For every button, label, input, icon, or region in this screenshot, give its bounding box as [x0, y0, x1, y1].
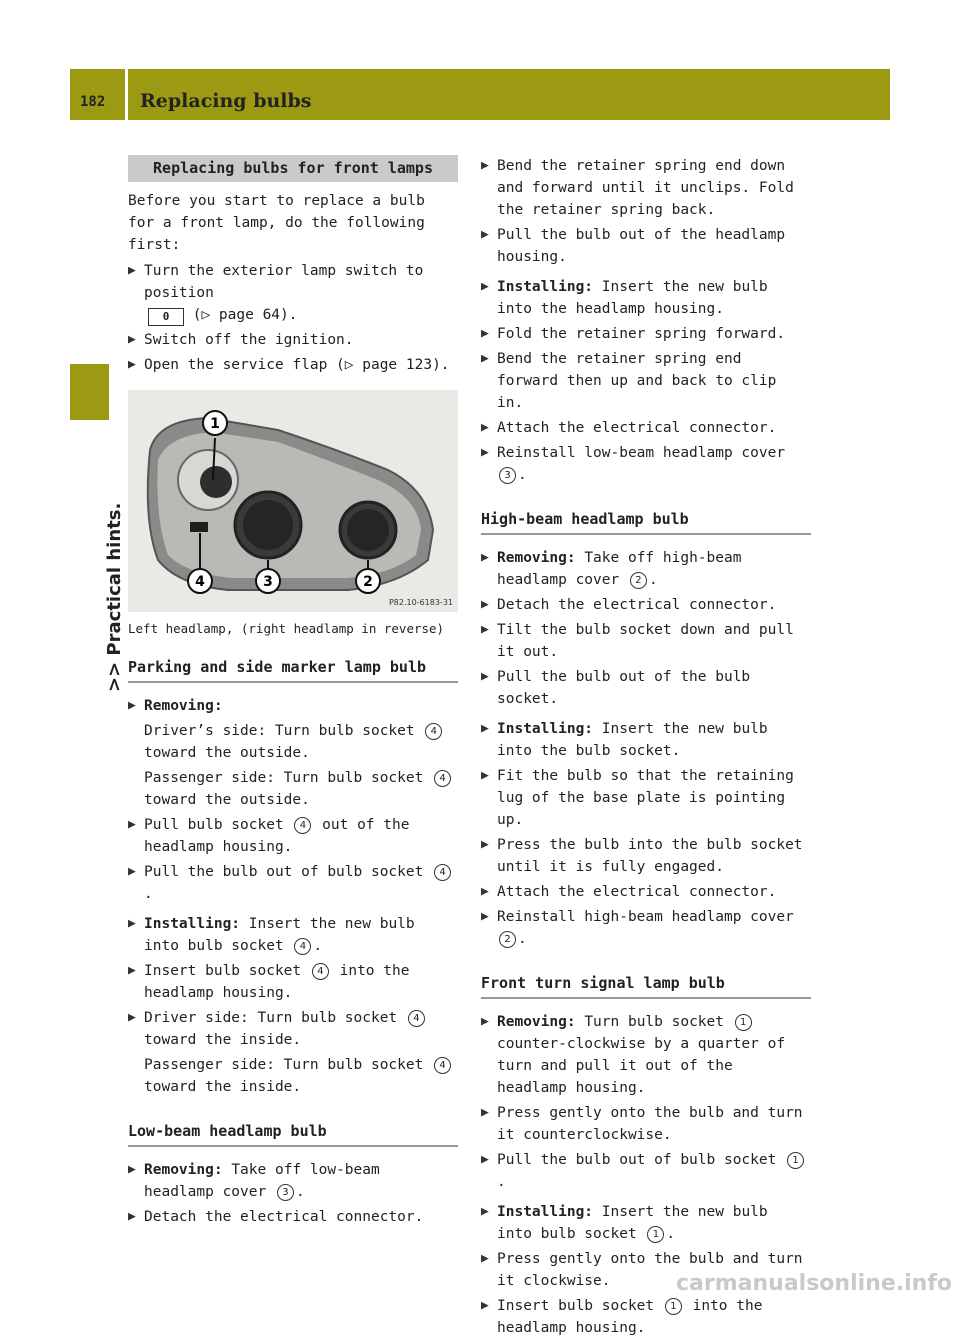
step-highbeam-tilt: ▶ Tilt the bulb socket down and pull it out. [481, 619, 811, 663]
step-highbeam-detach: ▶ Detach the electrical connector. [481, 594, 811, 616]
step-insert-socket: ▶ Insert bulb socket 4 into the headlamp housing. [128, 960, 458, 1004]
step-highbeam-removing: ▶ Removing: Take off high-beam headlamp cover 2 . [481, 547, 811, 591]
low-beam-heading: Low-beam headlamp bulb [128, 1120, 458, 1147]
callout-ref-4: 4 [408, 1010, 425, 1027]
callout-ref-4: 4 [434, 770, 451, 787]
step-service-flap: ▶ Open the service flap (▷ page 123). [128, 354, 458, 376]
step-lowbeam-detach: ▶ Detach the electrical connector. [128, 1206, 458, 1228]
parking-lamp-heading: Parking and side marker lamp bulb [128, 656, 458, 683]
arrow-icon: ▶ [481, 1251, 489, 1266]
arrow-icon: ▶ [481, 279, 489, 294]
step-lowbeam-reinstall: ▶ Reinstall low-beam headlamp cover 3 . [481, 442, 811, 486]
headlamp-figure [128, 390, 458, 612]
arrow-icon: ▶ [481, 1014, 489, 1029]
step-lamp-switch: ▶ Turn the exterior lamp switch to position 0 (▷ page 64). [128, 260, 458, 326]
step-lowbeam-attach: ▶ Attach the electrical connector. [481, 417, 811, 439]
arrow-icon: ▶ [128, 1162, 136, 1177]
step-highbeam-installing: ▶ Installing: Insert the new bulb into the bulb socket. [481, 718, 811, 762]
step-highbeam-reinstall: ▶ Reinstall high-beam headlamp cover 2 . [481, 906, 811, 950]
arrow-icon: ▶ [128, 817, 136, 832]
headlamp-illustration [128, 390, 458, 612]
header-divider [125, 69, 128, 120]
step-lowbeam-removing: ▶ Removing: Take off low-beam headlamp cover 3 . [128, 1159, 458, 1203]
step-turn-insert: ▶ Insert bulb socket 1 into the headlamp housing. [481, 1295, 811, 1339]
callout-ref-1: 1 [735, 1014, 752, 1031]
callout-ref-4: 4 [294, 938, 311, 955]
step-highbeam-press: ▶ Press the bulb into the bulb socket until it is fully engaged. [481, 834, 811, 878]
callout-3: 3 [263, 574, 273, 590]
step-turn-installing: ▶ Installing: Insert the new bulb into bulb socket 1 . [481, 1201, 811, 1245]
arrow-icon: ▶ [481, 721, 489, 736]
figure-caption: Left headlamp, (right headlamp in reverse) [128, 621, 445, 636]
side-tab-label: >> Practical hints. [104, 502, 125, 692]
step-pull-socket: ▶ Pull bulb socket 4 out of the headlamp housing. [128, 814, 458, 858]
arrow-icon: ▶ [481, 622, 489, 637]
step-bend-retainer: ▶ Bend the retainer spring end down and forward until it unclips. Fold the retainer spring back. [481, 155, 811, 221]
callout-ref-1: 1 [787, 1152, 804, 1169]
arrow-icon: ▶ [481, 227, 489, 242]
step-fold-retainer: ▶ Fold the retainer spring forward. [481, 323, 811, 345]
callout-1: 1 [210, 416, 220, 432]
arrow-icon: ▶ [481, 768, 489, 783]
right-column [481, 155, 811, 1342]
step-ignition: ▶ Switch off the ignition. [128, 329, 458, 351]
step-parking-installing: ▶ Installing: Insert the new bulb into bulb socket 4 . [128, 913, 458, 957]
callout-ref-3: 3 [499, 467, 516, 484]
step-lowbeam-pull: ▶ Pull the bulb out of the headlamp housing. [481, 224, 811, 268]
page-number: 182 [80, 94, 106, 110]
arrow-icon: ▶ [481, 420, 489, 435]
step-highbeam-attach: ▶ Attach the electrical connector. [481, 881, 811, 903]
side-tab [82, 432, 125, 692]
step-driver-inside: ▶ Driver side: Turn bulb socket 4 toward the inside. [128, 1007, 458, 1051]
step-turn-press-cw: ▶ Press gently onto the bulb and turn it clockwise. [481, 1248, 811, 1292]
step-turn-removing: ▶ Removing: Turn bulb socket 1 counter-clockwise by a quarter of turn and pull it out of the headlamp housing. [481, 1011, 811, 1099]
footer-watermark: carmanualsonline.info [676, 1271, 952, 1296]
parking-passenger-inside: Passenger side: Turn bulb socket 4 toward the inside. [128, 1054, 458, 1098]
lamp-switch-position-icon: 0 [148, 308, 184, 326]
arrow-icon: ▶ [128, 263, 136, 278]
arrow-icon: ▶ [481, 1204, 489, 1219]
step-turn-press-ccw: ▶ Press gently onto the bulb and turn it counterclockwise. [481, 1102, 811, 1146]
callout-ref-3: 3 [277, 1184, 294, 1201]
step-parking-removing: ▶ Removing: [128, 695, 458, 717]
arrow-icon: ▶ [128, 698, 136, 713]
step-turn-pull: ▶ Pull the bulb out of bulb socket 1. [481, 1149, 811, 1193]
callout-4: 4 [195, 574, 205, 590]
step-pull-bulb: ▶ Pull the bulb out of bulb socket 4. [128, 861, 458, 905]
arrow-icon: ▶ [128, 1010, 136, 1025]
figure-code: P82.10-6183-31 [388, 598, 453, 607]
intro-text: Before you start to replace a bulb for a front lamp, do the following first: [128, 193, 425, 253]
arrow-icon: ▶ [128, 864, 136, 879]
arrow-icon: ▶ [128, 916, 136, 931]
arrow-icon: ▶ [128, 357, 136, 372]
arrow-icon: ▶ [481, 884, 489, 899]
parking-passenger-side: Passenger side: Turn bulb socket 4 toward the outside. [128, 767, 458, 811]
arrow-icon: ▶ [481, 837, 489, 852]
arrow-icon: ▶ [128, 332, 136, 347]
arrow-icon: ▶ [481, 445, 489, 460]
step-lowbeam-installing: ▶ Installing: Insert the new bulb into the headlamp housing. [481, 276, 811, 320]
high-beam-heading: High-beam headlamp bulb [481, 508, 811, 535]
front-lamps-heading: Replacing bulbs for front lamps [128, 155, 458, 182]
callout-ref-2: 2 [499, 931, 516, 948]
side-tab-marker [70, 364, 109, 420]
page-ref-link[interactable]: (▷ page 64). [192, 307, 298, 323]
page-title: Replacing bulbs [140, 90, 312, 112]
parking-drivers-side: Driver’s side: Turn bulb socket 4 toward the outside. [128, 720, 458, 764]
left-column [128, 155, 458, 1231]
arrow-icon: ▶ [481, 351, 489, 366]
callout-ref-1: 1 [647, 1226, 664, 1243]
step-highbeam-pull: ▶ Pull the bulb out of the bulb socket. [481, 666, 811, 710]
callout-ref-2: 2 [630, 572, 647, 589]
arrow-icon: ▶ [481, 1105, 489, 1120]
step-highbeam-fit: ▶ Fit the bulb so that the retaining lug of the base plate is pointing up. [481, 765, 811, 831]
turn-signal-heading: Front turn signal lamp bulb [481, 972, 811, 999]
callout-ref-4: 4 [294, 817, 311, 834]
arrow-icon: ▶ [128, 1209, 136, 1224]
callout-ref-4: 4 [312, 963, 329, 980]
callout-ref-4: 4 [434, 864, 451, 881]
arrow-icon: ▶ [481, 158, 489, 173]
arrow-icon: ▶ [481, 597, 489, 612]
step-bend-forward: ▶ Bend the retainer spring end forward then up and back to clip in. [481, 348, 811, 414]
callout-ref-1: 1 [665, 1298, 682, 1315]
callout-2: 2 [363, 574, 373, 590]
callout-ref-4: 4 [425, 723, 442, 740]
arrow-icon: ▶ [481, 1152, 489, 1167]
arrow-icon: ▶ [481, 669, 489, 684]
callout-ref-4: 4 [434, 1057, 451, 1074]
arrow-icon: ▶ [481, 909, 489, 924]
arrow-icon: ▶ [481, 1298, 489, 1313]
arrow-icon: ▶ [481, 326, 489, 341]
arrow-icon: ▶ [481, 550, 489, 565]
arrow-icon: ▶ [128, 963, 136, 978]
